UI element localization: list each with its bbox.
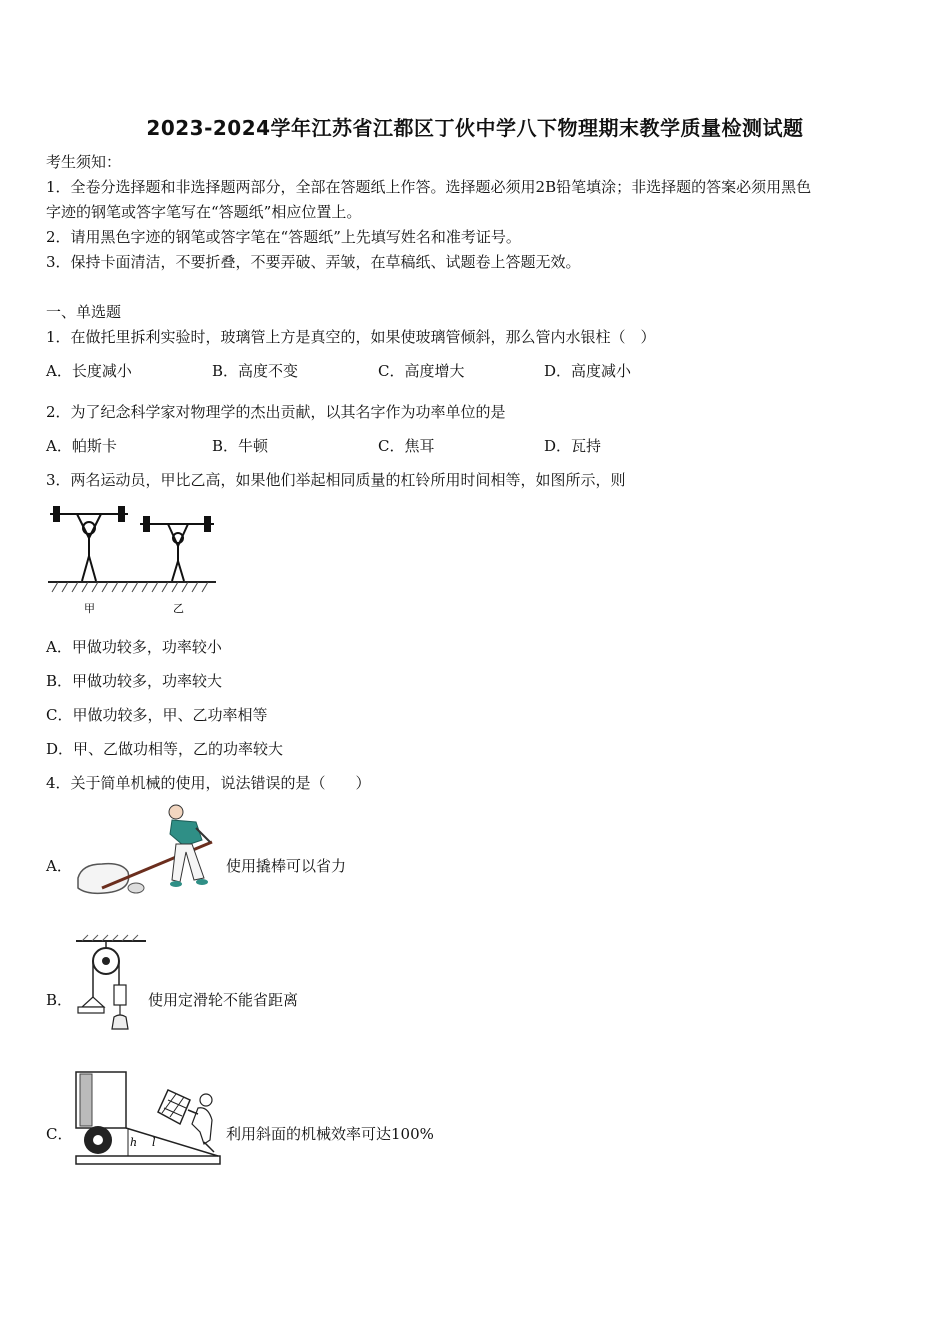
question-2-option-b[interactable]: B．牛顿	[212, 437, 269, 455]
question-3-option-c[interactable]: C．甲做功较多，甲、乙功率相等	[46, 706, 268, 724]
question-2-option-d[interactable]: D．瓦持	[544, 437, 602, 455]
weightlifters-figure	[44, 498, 224, 620]
question-1-option-b[interactable]: B．高度不变	[212, 362, 299, 380]
inclined-plane-figure	[72, 1066, 224, 1170]
question-3-option-a[interactable]: A．甲做功较多，功率较小	[46, 638, 222, 656]
question-4-option-a-label[interactable]: A．	[46, 857, 72, 875]
question-3-option-d[interactable]: D．甲、乙做功相等，乙的功率较大	[46, 740, 284, 758]
question-1-option-a[interactable]: A．长度减小	[46, 362, 132, 380]
question-4-option-a-text[interactable]: 使用撬棒可以省力	[226, 857, 347, 875]
notice-item-1-cont: 字迹的钢笔或答字笔写在“答题纸”相应位置上。	[46, 203, 362, 221]
question-1-option-d[interactable]: D．高度减小	[544, 362, 632, 380]
notice-item-2: 2．请用黑色字迹的钢笔或答字笔在“答题纸”上先填写姓名和准考证号。	[46, 228, 521, 246]
question-2-stem: 2．为了纪念科学家对物理学的杰出贡献，以其名字作为功率单位的是	[46, 403, 506, 421]
question-2-option-a[interactable]: A．帕斯卡	[46, 437, 117, 455]
label-l: l	[152, 1136, 156, 1149]
question-3-option-b[interactable]: B．甲做功较多，功率较大	[46, 672, 223, 690]
question-1-stem: 1．在做托里拆利实验时，玻璃管上方是真空的，如果使玻璃管倾斜，那么管内水银柱（ ）	[46, 328, 656, 346]
question-3-stem: 3．两名运动员，甲比乙高，如果他们举起相同质量的杠铃所用时间相等，如图所示，则	[46, 471, 626, 489]
page-title: 2023-2024学年江苏省江都区丁伙中学八下物理期末教学质量检测试题	[146, 116, 804, 140]
fixed-pulley-figure	[76, 935, 148, 1039]
label-yi: 乙	[173, 602, 184, 615]
label-h: h	[130, 1136, 138, 1149]
notice-heading: 考生须知：	[46, 153, 122, 171]
section-heading: 一、单选题	[46, 303, 122, 321]
question-2-option-c[interactable]: C．焦耳	[378, 437, 435, 455]
question-4-stem: 4．关于简单机械的使用，说法错误的是（ ）	[46, 774, 371, 792]
notice-item-1: 1．全卷分选择题和非选择题两部分，全部在答题纸上作答。选择题必须用2B铅笔填涂；非选择题的答案必须用黑色	[46, 178, 812, 196]
question-4-option-c-label[interactable]: C．	[46, 1125, 73, 1143]
label-jia: 甲	[84, 602, 95, 615]
crowbar-figure	[72, 800, 222, 900]
question-4-option-c-text[interactable]: 利用斜面的机械效率可达100%	[226, 1125, 434, 1143]
question-1-option-c[interactable]: C．高度增大	[378, 362, 465, 380]
question-4-option-b-text[interactable]: 使用定滑轮不能省距离	[148, 991, 299, 1009]
notice-item-3: 3．保持卡面清洁，不要折叠，不要弄破、弄皱，在草稿纸、试题卷上答题无效。	[46, 253, 581, 271]
question-4-option-b-label[interactable]: B．	[46, 991, 73, 1009]
